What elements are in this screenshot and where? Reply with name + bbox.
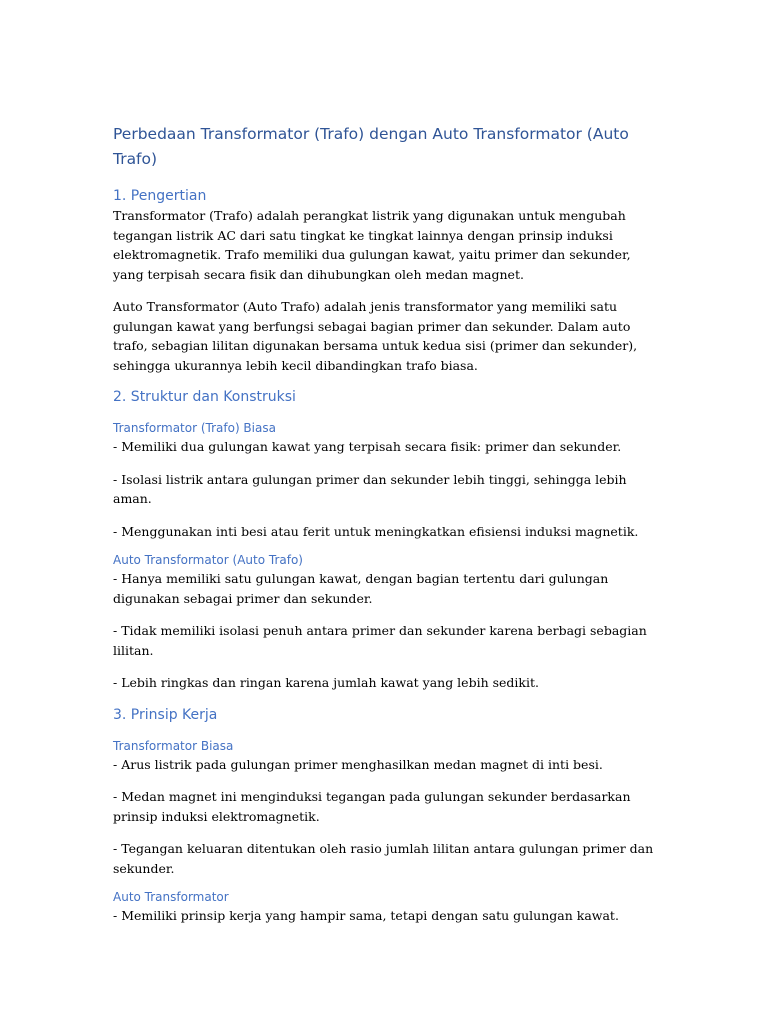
document-page	[113, 122, 658, 939]
subsection-trafo-biasa	[113, 419, 658, 541]
section-struktur	[113, 387, 658, 693]
section-prinsip-kerja	[113, 705, 658, 926]
list-item: - Lebih ringkas dan ringan karena jumlah kawat yang lebih sedikit.	[113, 675, 539, 690]
section-heading: 1. Pengertian	[113, 188, 207, 204]
subsection-heading: Transformator Biasa	[113, 738, 234, 753]
list-item: - Memiliki prinsip kerja yang hampir sama, tetapi dengan satu gulungan kawat.	[113, 908, 619, 923]
subsection-heading: Transformator (Trafo) Biasa	[113, 421, 276, 435]
paragraph: Auto Transformator (Auto Trafo) adalah jenis transformator yang memiliki satu gulungan kawat yang berfungsi sebagai bagian primer dan sekunder. Dalam auto trafo, sebagian lilitan digunakan bersama untuk kedua sisi (primer dan sekunder), sehingga ukurannya lebih kecil dibandingkan trafo biasa.	[113, 299, 638, 373]
subsection-heading: Auto Transformator	[113, 890, 229, 904]
list-item: - Tegangan keluaran ditentukan oleh rasio jumlah lilitan antara gulungan primer dan sekunder.	[113, 841, 654, 876]
list-item: - Memiliki dua gulungan kawat yang terpisah secara fisik: primer dan sekunder.	[113, 439, 622, 454]
list-item: - Tidak memiliki isolasi penuh antara primer dan sekunder karena berbagi sebagian lilitan.	[113, 623, 647, 658]
document-title: Perbedaan Transformator (Trafo) dengan Auto Transformator (Auto Trafo)	[113, 125, 629, 168]
section-heading: 3. Prinsip Kerja	[113, 706, 218, 723]
subsection-auto-transformator	[113, 888, 658, 926]
list-item: - Arus listrik pada gulungan primer menghasilkan medan magnet di inti besi.	[113, 756, 603, 772]
subsection-auto-trafo	[113, 551, 658, 693]
list-item: - Menggunakan inti besi atau ferit untuk meningkatkan efisiensi induksi magnetik.	[113, 523, 639, 539]
list-item: - Hanya memiliki satu gulungan kawat, dengan bagian tertentu dari gulungan digunakan sebagai primer dan sekunder.	[113, 571, 609, 606]
section-pengertian	[113, 186, 658, 375]
subsection-heading: Auto Transformator (Auto Trafo)	[113, 553, 303, 567]
list-item: - Medan magnet ini menginduksi tegangan pada gulungan sekunder berdasarkan prinsip induksi elektromagnetik.	[113, 789, 631, 824]
paragraph: Transformator (Trafo) adalah perangkat listrik yang digunakan untuk mengubah tegangan listrik AC dari satu tingkat ke tingkat lainnya dengan prinsip induksi elektromagnetik. Trafo memiliki dua gulungan kawat, yaitu primer dan sekunder, yang terpisah secara fisik dan dihubungkan oleh medan magnet.	[113, 208, 631, 282]
list-item: - Isolasi listrik antara gulungan primer dan sekunder lebih tinggi, sehingga lebih aman.	[113, 471, 627, 506]
section-heading: 2. Struktur dan Konstruksi	[113, 389, 296, 405]
subsection-transformator-biasa	[113, 737, 658, 879]
